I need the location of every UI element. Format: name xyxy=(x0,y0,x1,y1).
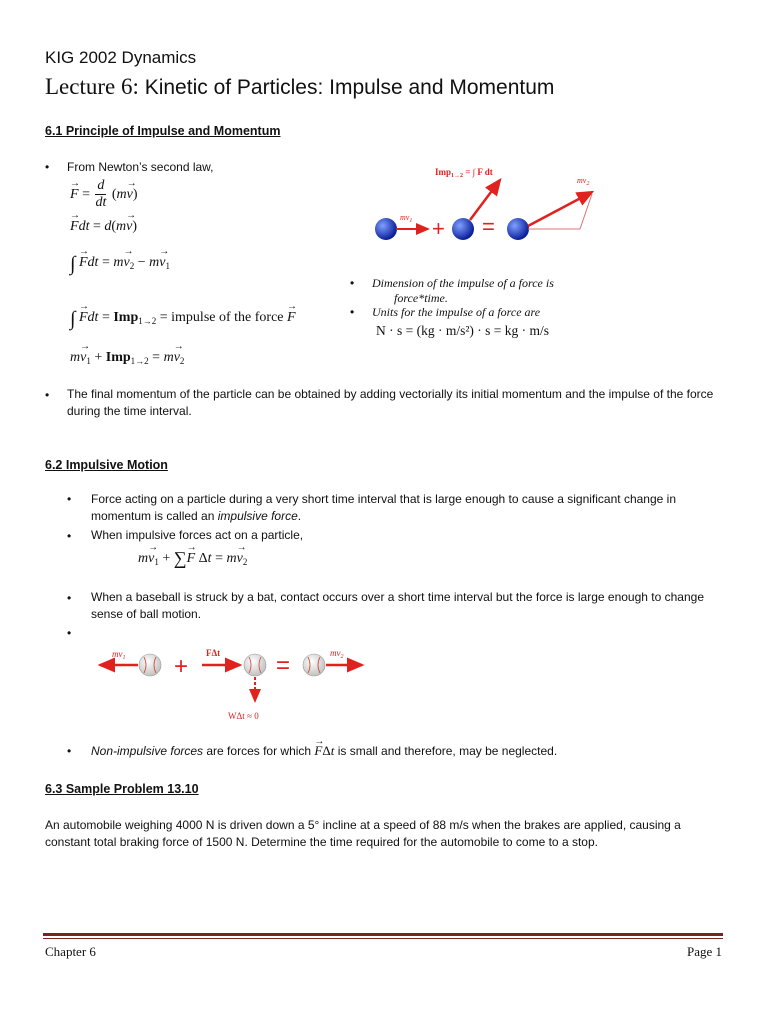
label-mv1: $mv_1$ xyxy=(400,213,413,224)
lecture-title xyxy=(45,74,554,100)
baseball-3 xyxy=(303,654,325,676)
bullet-dot: • xyxy=(350,305,355,319)
equation-impulsive: $m\to v_1$ + ∑→ F $\Delta t = m\to v_2$ xyxy=(138,548,247,569)
impulse-word: impulse of the force xyxy=(171,310,284,325)
course-title: KIG 2002 Dynamics xyxy=(45,48,197,67)
impulse-momentum-figure xyxy=(370,150,610,250)
vector-imp-faint xyxy=(580,194,592,229)
lecture-prefix: Lecture 6: xyxy=(45,74,139,99)
paragraph-final-momentum: The final momentum of the particle can be obtained by adding vectorially its initial momentum and the impulse of the force during the time interval. xyxy=(67,387,714,418)
equation-5: $m\to v_1 + Imp_{1\to 2} = m\to v_2$ xyxy=(70,350,184,366)
units-equation: N · s = (kg · m/s²) · s = kg · m/s xyxy=(376,323,550,338)
section-heading-6-3: 6.3 Sample Problem 13.10 xyxy=(45,782,199,796)
ball-1 xyxy=(375,218,397,240)
units-text: Units for the impulse of a force are xyxy=(372,305,541,319)
ball-3 xyxy=(507,218,529,240)
footer-page-number: Page 1 xyxy=(686,944,722,959)
baseball-figure xyxy=(90,643,370,723)
section-heading-6-2: 6.2 Impulsive Motion xyxy=(45,458,168,472)
ball-2 xyxy=(452,218,474,240)
bullet-dot: • xyxy=(350,276,355,290)
equals-sign: = xyxy=(482,214,495,239)
label-mv2: $mv_2$ xyxy=(330,648,344,660)
equation-4: ∫ → Fdt = Imp$_{1\to 2}$ = impulse of the force → F xyxy=(70,308,296,331)
bullet-non-impulsive: Non-impulsive forces are forces for which → FΔt is small and therefore, may be neglected. xyxy=(91,742,557,760)
equals-sign: = xyxy=(276,652,291,679)
section-heading-6-1: 6.1 Principle of Impulse and Momentum xyxy=(45,124,281,138)
label-mv2: $mv_2$ xyxy=(577,176,590,187)
footer-chapter: Chapter 6 xyxy=(45,944,96,959)
bullet-dot: • xyxy=(45,160,50,174)
bullet-dot: • xyxy=(45,388,50,402)
label-imp: Imp$_{1\to 2}$ = ∫ F dt xyxy=(435,167,493,179)
bullet-dot: • xyxy=(67,591,72,605)
equation-1: → $F = \frac{d}{dt}$ (m→ v) xyxy=(70,178,138,211)
footer-rule-thin xyxy=(43,938,723,939)
bullet-dot: • xyxy=(67,492,72,506)
bullet-impulsive-act: When impulsive forces act on a particle, xyxy=(91,528,304,542)
label-fdt: FΔt xyxy=(206,648,221,658)
plus-sign: + xyxy=(174,653,189,680)
bullet-dot: • xyxy=(67,529,72,543)
label-mv1: $mv_1$ xyxy=(112,649,126,661)
equation-2: → Fdt = d(m→ v) xyxy=(70,219,137,235)
sample-problem-text: An automobile weighing 4000 N is driven down a 5° incline at a speed of 88 m/s when the brakes are applied, causing a constant total braking force of 1500 N. Determine the time required for the automobile to come to a stop. xyxy=(45,818,681,849)
bullet-newton: From Newton’s second law, xyxy=(67,160,214,174)
bullet-impulsive-force: Force acting on a particle during a very short time interval that is large enough to cause a significant change in momentum is called an impulsive force. xyxy=(91,492,676,523)
bullet-dot: • xyxy=(67,744,72,758)
plus-sign: + xyxy=(432,216,445,241)
baseball-1 xyxy=(139,654,161,676)
label-wdt: WΔt ≈ 0 xyxy=(228,711,259,721)
dimension-text: Dimension of the impulse of a force is force*time. xyxy=(372,276,554,305)
bullet-baseball: When a baseball is struck by a bat, contact occurs over a short time interval but the force is large enough to change sense of ball motion. xyxy=(91,590,704,621)
baseball-2 xyxy=(244,654,266,676)
footer-rule xyxy=(43,933,723,936)
lecture-name: Kinetic of Particles: Impulse and Momentum xyxy=(138,76,555,99)
equation-3: ∫ → Fdt = $m\to v_2 - m\to v_1$ xyxy=(70,253,170,276)
bullet-dot: • xyxy=(67,626,72,640)
